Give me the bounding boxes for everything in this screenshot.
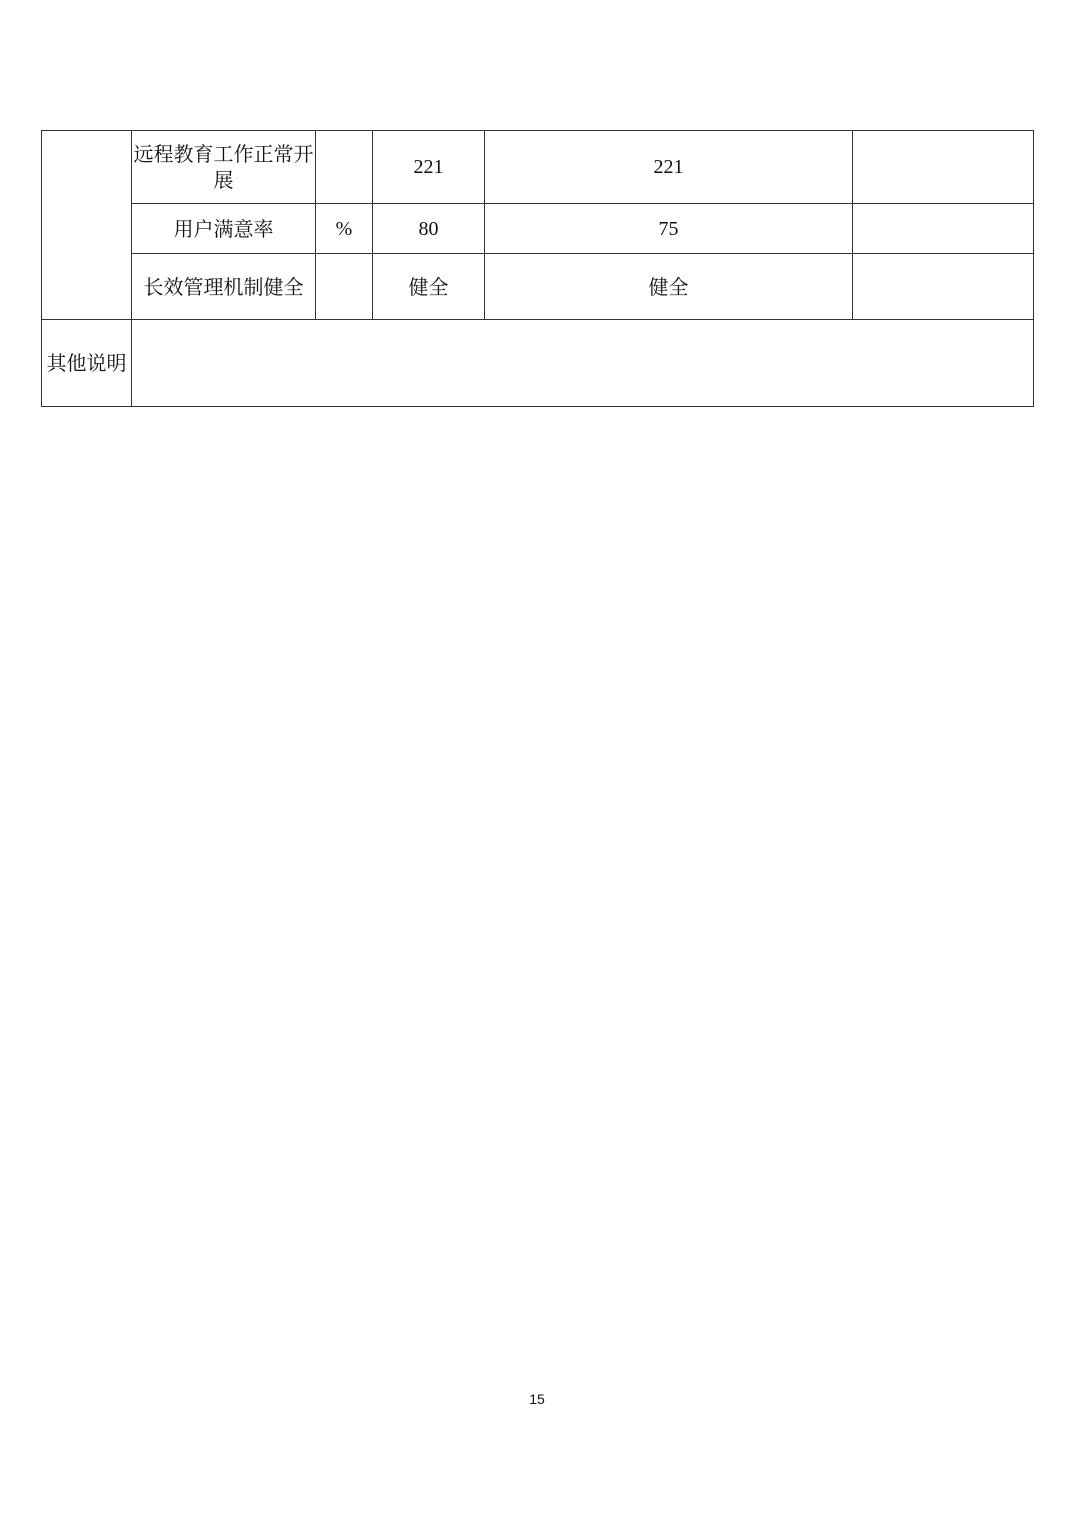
table-row [42,131,1034,204]
unit-cell [316,131,373,204]
category-cell [42,131,132,320]
page-number: 15 [529,1391,545,1407]
indicator-name-cell: 长效管理机制健全 [132,254,316,320]
table-row [42,204,1034,254]
remark-cell [853,204,1034,254]
target-value-cell: 健全 [373,254,485,320]
target-value-cell: 80 [373,204,485,254]
other-notes-value [132,320,1034,407]
actual-value-cell: 221 [485,131,853,204]
target-value-cell: 221 [373,131,485,204]
indicator-name-cell: 用户满意率 [132,204,316,254]
performance-indicator-table [41,130,1034,407]
remark-cell [853,254,1034,320]
actual-value-cell: 75 [485,204,853,254]
unit-cell [316,254,373,320]
table-row [42,320,1034,407]
other-notes-label: 其他说明 [42,320,132,407]
unit-cell: % [316,204,373,254]
table-row [42,254,1034,320]
actual-value-cell: 健全 [485,254,853,320]
indicator-name-cell: 远程教育工作正常开展 [132,131,316,204]
remark-cell [853,131,1034,204]
